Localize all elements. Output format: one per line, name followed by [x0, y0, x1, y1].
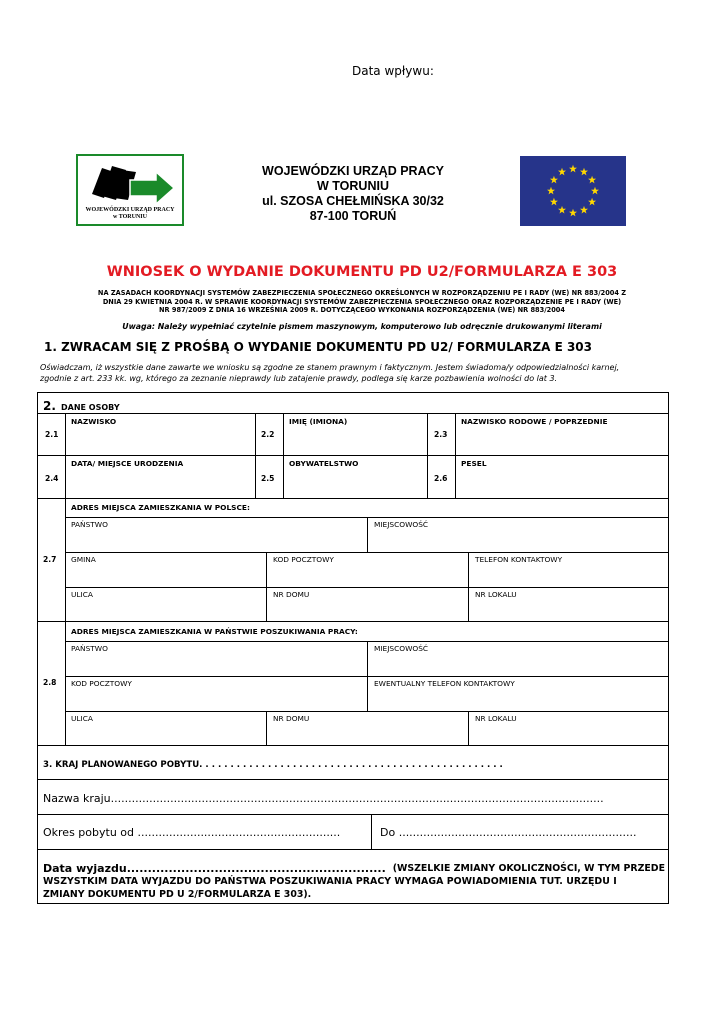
birth-label: DATA/ MIEJSCE URODZENIA: [71, 459, 184, 468]
surname-field[interactable]: [66, 427, 254, 454]
abroad-address-label: ADRES MIEJSCA ZAMIESZKANIA W PAŃSTWIE POSZUKIWANIA PRACY:: [71, 627, 358, 636]
abroad-phone-field[interactable]: [368, 689, 666, 710]
family-name-label: NAZWISKO RODOWE / POPRZEDNIE: [461, 417, 608, 426]
eu-star-icon: [580, 168, 588, 176]
receipt-date-label: Data wpływu:: [352, 64, 434, 78]
stay-from-field[interactable]: Okres pobytu od ..........................................................: [43, 826, 341, 839]
eu-star-icon: [558, 206, 566, 214]
abroad-flat-no-field[interactable]: [469, 724, 666, 744]
field-number-2-1: 2.1: [45, 430, 59, 439]
abroad-phone-label: EWENTUALNY TELEFON KONTAKTOWY: [374, 679, 515, 688]
departure-note-line3: ZMIANY DOKUMENTU PD U 2/FORMULARZA E 303).: [43, 889, 312, 900]
pl-street-label: ULICA: [71, 590, 93, 599]
departure-note-line1: (WSZELKIE ZMIANY OKOLICZNOŚCI, W TYM PRZEDE: [392, 863, 665, 874]
pl-phone-field[interactable]: [469, 565, 666, 586]
pl-address-label: ADRES MIEJSCA ZAMIESZKANIA W POLSCE:: [71, 503, 250, 512]
documents-arrow-logo-icon: [80, 158, 184, 208]
eu-star-icon: [591, 187, 599, 195]
eu-flag-icon: [520, 156, 626, 226]
field-number-2-2: 2.2: [261, 430, 275, 439]
fill-instructions-note: Uwaga: Należy wypełniać czytelnie pismem maszynowym, komputerowo lub odręcznie drukowanymi literami: [122, 322, 602, 331]
abroad-flat-no-label: NR LOKALU: [475, 714, 517, 723]
pl-postcode-field[interactable]: [267, 565, 467, 586]
eu-star-icon: [569, 165, 577, 173]
citizenship-label: OBYWATELSTWO: [289, 459, 359, 468]
first-names-field[interactable]: [284, 427, 426, 454]
citizenship-field[interactable]: [284, 470, 426, 497]
legal-basis-line3: NR 987/2009 Z DNIA 16 WRZEŚNIA 2009 R. DOTYCZĄCEGO WYKONANIA ROZPORZĄDZENIA (WE) NR 883/2004: [159, 306, 565, 315]
abroad-house-no-field[interactable]: [267, 724, 467, 744]
section-3-heading: 3. KRAJ PLANOWANEGO POBYTU. . . . . . . . . . . . . . . . . . . . . . . . . . . . . . . . . . . . . . . . . . . . . . . . .: [43, 760, 503, 770]
pl-house-no-label: NR DOMU: [273, 590, 310, 599]
abroad-postcode-label: KOD POCZTOWY: [71, 679, 132, 688]
abroad-postcode-field[interactable]: [66, 689, 366, 710]
office-address: [230, 164, 476, 224]
eu-star-icon: [588, 198, 596, 206]
wup-logo: [76, 154, 184, 226]
legal-basis: [52, 289, 672, 315]
eu-star-icon: [569, 209, 577, 217]
declaration-text: [40, 362, 684, 384]
pesel-field[interactable]: [456, 470, 666, 497]
family-name-field[interactable]: [456, 427, 666, 454]
field-number-2-5: 2.5: [261, 474, 275, 483]
office-postcode-city: 87-100 TORUŃ: [309, 209, 397, 223]
form-title: WNIOSEK O WYDANIE DOKUMENTU PD U2/FORMULARZA E 303: [106, 264, 618, 280]
logo-caption-line2: w TORUNIU: [113, 214, 147, 220]
pl-country-label: PAŃSTWO: [71, 520, 108, 529]
pl-flat-no-field[interactable]: [469, 600, 666, 620]
pesel-label: PESEL: [461, 459, 487, 468]
departure-note-line2: WSZYSTKIM DATA WYJAZDU DO PAŃSTWA POSZUKIWANIA PRACY WYMAGA POWIADOMIENIA TUT. URZĘDU I: [43, 876, 617, 887]
pl-city-field[interactable]: [368, 530, 666, 551]
office-name-line1: WOJEWÓDZKI URZĄD PRACY: [262, 164, 444, 178]
declaration-line2: zgodnie z art. 233 kk. wg, którego za zeznanie nieprawdy lub zatajenie prawdy, podlega się karze pozbawienia wolności do lat 3.: [40, 374, 558, 383]
eu-star-icon: [558, 168, 566, 176]
section-1-heading: 1. ZWRACAM SIĘ Z PROŚBĄ O WYDANIE DOKUMENTU PD U2/ FORMULARZA E 303: [44, 340, 593, 354]
personal-data-form: [37, 392, 669, 904]
pl-flat-no-label: NR LOKALU: [475, 590, 517, 599]
declaration-line1: Oświadczam, iż wszystkie dane zawarte we wniosku są zgodne ze stanem prawnym i faktycznym. Jestem świadoma/y odpowiedzialności karnej,: [40, 363, 620, 372]
abroad-street-field[interactable]: [66, 724, 265, 744]
logo-caption-line1: WOJEWÓDZKI URZĄD PRACY: [85, 207, 175, 213]
departure-date-field[interactable]: Data wyjazdu..............................................................: [43, 862, 386, 875]
field-number-2-8: 2.8: [43, 678, 57, 687]
eu-star-icon: [580, 206, 588, 214]
pl-house-no-field[interactable]: [267, 600, 467, 620]
pl-postcode-label: KOD POCZTOWY: [273, 555, 334, 564]
eu-star-icon: [550, 198, 558, 206]
pl-municipality-field[interactable]: [66, 565, 265, 586]
abroad-city-field[interactable]: [368, 654, 666, 675]
pl-country-field[interactable]: [66, 530, 366, 551]
field-number-2-3: 2.3: [434, 430, 448, 439]
pl-street-field[interactable]: [66, 600, 265, 620]
legal-basis-line2: DNIA 29 KWIETNIA 2004 R. W SPRAWIE KOORDYNACJI SYSTEMÓW ZABEZPIECZENIA SPOŁECZNEGO ORAZ ROZPORZĄDZENIE PE I RADY (WE): [102, 297, 622, 306]
pl-city-label: MIEJSCOWOŚĆ: [374, 520, 429, 529]
birth-field[interactable]: [66, 470, 254, 497]
eu-star-icon: [547, 187, 555, 195]
departure-date-block: [43, 862, 665, 901]
abroad-country-field[interactable]: [66, 654, 366, 675]
pl-municipality-label: GMINA: [71, 555, 96, 564]
abroad-country-label: PAŃSTWO: [71, 644, 108, 653]
abroad-city-label: MIEJSCOWOŚĆ: [374, 644, 429, 653]
country-name-field[interactable]: Nazwa kraju.............................................................................................................................................: [43, 792, 604, 805]
first-names-label: IMIĘ (IMIONA): [289, 417, 348, 426]
stay-to-field[interactable]: Do ....................................................................: [380, 826, 637, 839]
eu-star-icon: [550, 176, 558, 184]
legal-basis-line1: NA ZASADACH KOORDYNACJI SYSTEMÓW ZABEZPIECZENIA SPOŁECZNEGO OKREŚLONYCH W ROZPORZĄDZENIU PE I RADY (WE) NR 883/2004 Z: [97, 289, 627, 297]
field-number-2-7: 2.7: [43, 555, 57, 564]
field-number-2-4: 2.4: [45, 474, 59, 483]
section-2-heading: 2. DANE OSOBY: [43, 399, 120, 413]
field-number-2-6: 2.6: [434, 474, 448, 483]
abroad-street-label: ULICA: [71, 714, 93, 723]
office-name-line2: W TORUNIU: [317, 179, 389, 193]
eu-star-icon: [588, 176, 596, 184]
abroad-house-no-label: NR DOMU: [273, 714, 310, 723]
pl-phone-label: TELEFON KONTAKTOWY: [475, 555, 563, 564]
surname-label: NAZWISKO: [71, 417, 117, 426]
office-street: ul. SZOSA CHEŁMIŃSKA 30/32: [262, 194, 444, 208]
